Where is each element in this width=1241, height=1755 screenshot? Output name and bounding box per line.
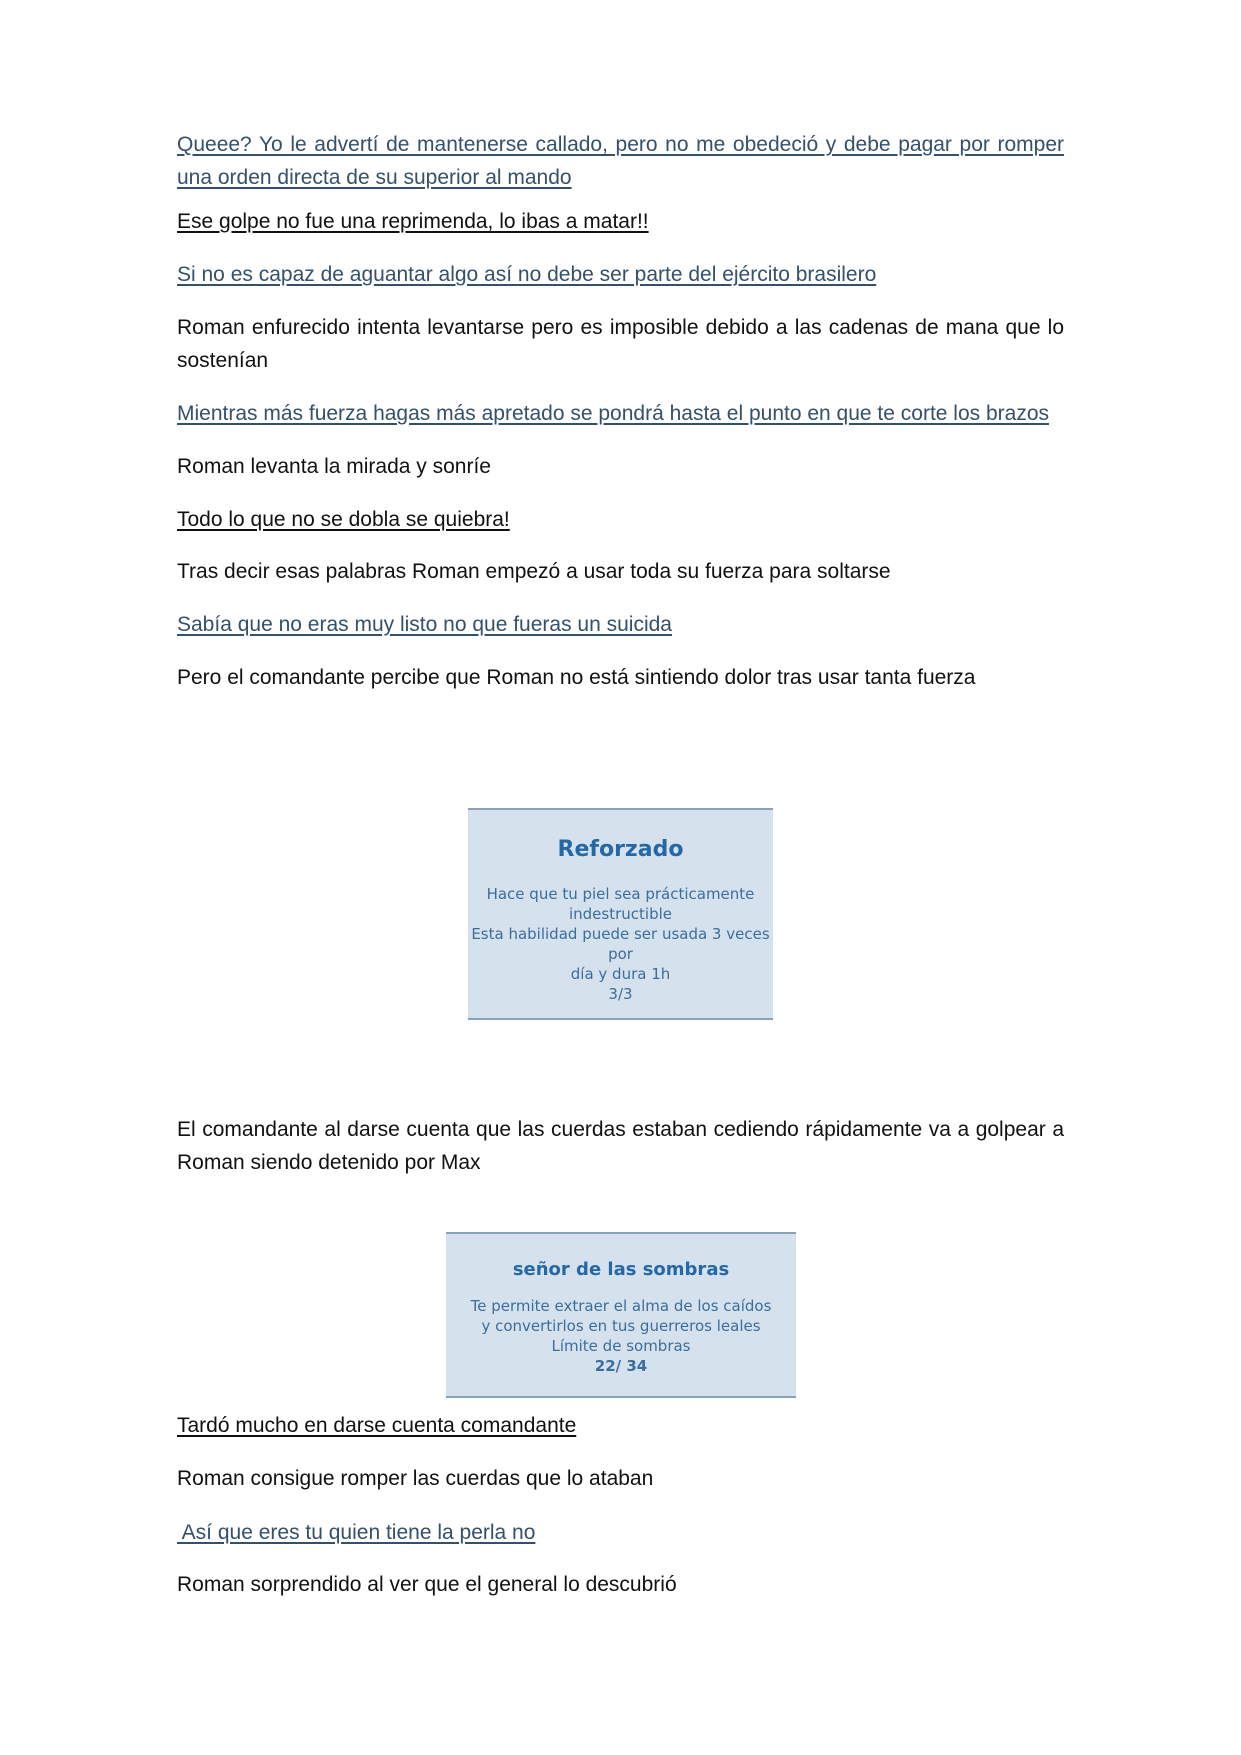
paragraph-2: Ese golpe no fue una reprimenda, lo ibas a matar!! <box>177 210 649 233</box>
paragraph-13: Roman consigue romper las cuerdas que lo ataban <box>177 1467 654 1490</box>
paragraph-8: Tras decir esas palabras Roman empezó a usar toda su fuerza para soltarse <box>177 560 891 583</box>
skill-uses-counter: 3/3 <box>608 985 633 1003</box>
paragraph-7: Todo lo que no se dobla se quiebra! <box>177 508 510 531</box>
paragraph-11: El comandante al darse cuenta que las cuerdas estaban cediendo rápidamente va a golpear a Roman siendo detenido por Max <box>177 1118 1064 1174</box>
skill-box-sombras <box>446 1232 796 1398</box>
paragraph-15: Roman sorprendido al ver que el general lo descubrió <box>177 1573 677 1596</box>
skill-title: señor de las sombras <box>512 1259 730 1280</box>
skill-description: Hace que tu piel sea prácticamente indestructible Esta habilidad puede ser usada 3 veces por día y dura 1h 3/3 <box>468 884 773 1004</box>
paragraph-6: Roman levanta la mirada y sonríe <box>177 455 491 478</box>
paragraph-9: Sabía que no eras muy listo no que fueras un suicida <box>177 613 672 636</box>
shadow-limit-counter: 22/ 34 <box>594 1357 648 1375</box>
paragraph-5: Mientras más fuerza hagas más apretado se pondrá hasta el punto en que te corte los brazos <box>177 402 1050 425</box>
paragraph-14: Así que eres tu quien tiene la perla no <box>177 1521 536 1544</box>
paragraph-3: Si no es capaz de aguantar algo así no debe ser parte del ejército brasilero <box>177 263 877 286</box>
skill-title: Reforzado <box>557 837 684 862</box>
skill-description: Te permite extraer el alma de los caídos y convertirlos en tus guerreros leales Límite de sombras 22/ 34 <box>446 1296 796 1376</box>
paragraph-1: Queee? Yo le advertí de mantenerse callado, pero no me obedeció y debe pagar por romper una orden directa de su superior al mando <box>177 133 1064 189</box>
skill-box-reforzado <box>468 808 773 1020</box>
paragraph-10: Pero el comandante percibe que Roman no está sintiendo dolor tras usar tanta fuerza <box>177 666 976 689</box>
paragraph-12: Tardó mucho en darse cuenta comandante <box>177 1414 577 1437</box>
paragraph-4: Roman enfurecido intenta levantarse pero es imposible debido a las cadenas de mana que lo sostenían <box>177 316 1064 372</box>
